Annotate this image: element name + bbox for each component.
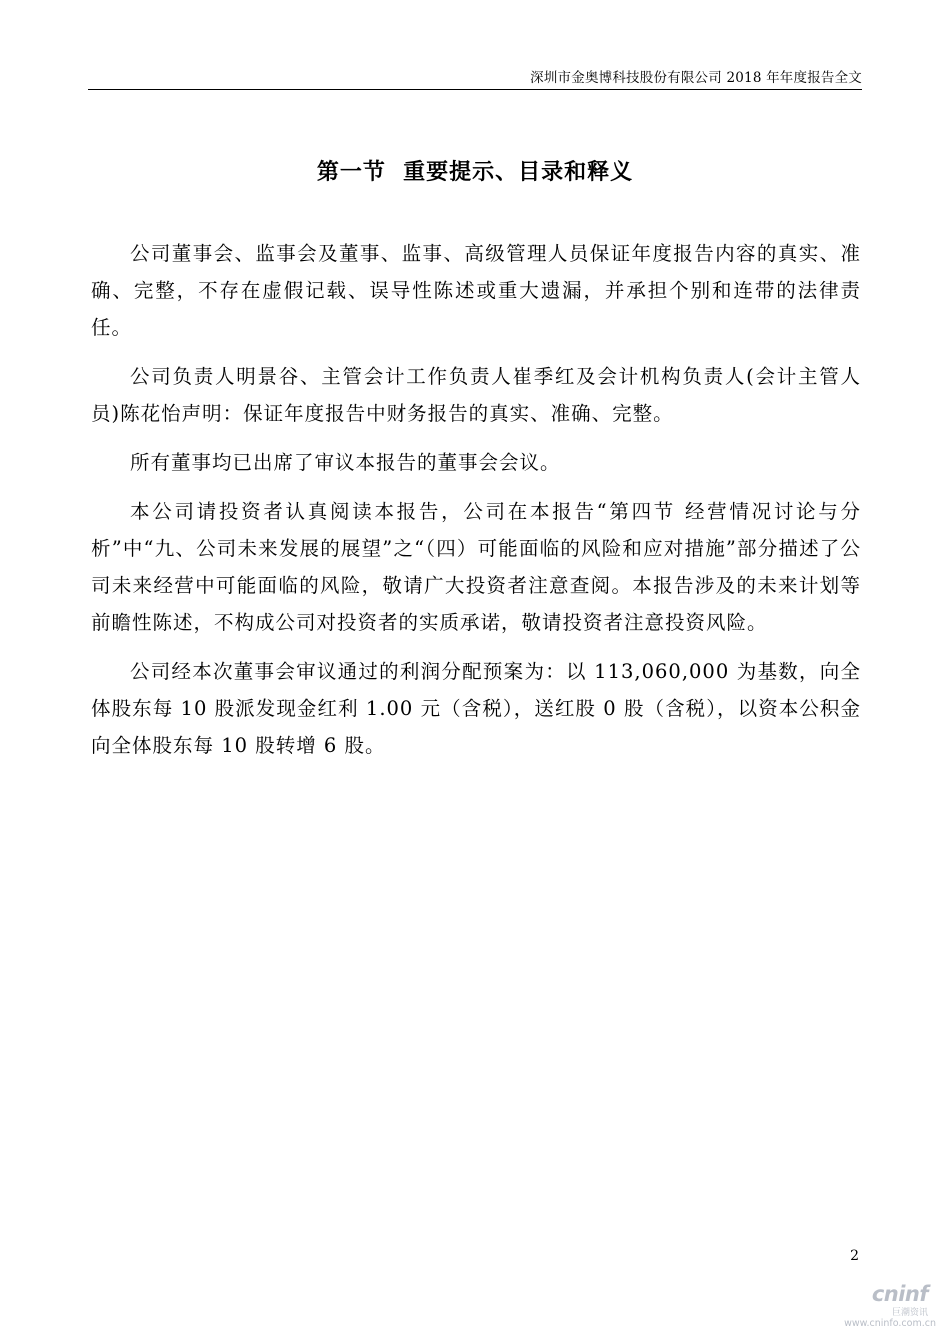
paragraph-directors-attendance: 所有董事均已出席了审议本报告的董事会会议。 <box>130 451 561 474</box>
cninfo-watermark <box>826 1282 936 1334</box>
cninfo-url: www.cninfo.com.cn <box>844 1318 936 1329</box>
section-title: 第一节 重要提示、目录和释义 <box>316 159 634 185</box>
report-header-title: 深圳市金奥博科技股份有限公司 2018 年年度报告全文 <box>530 70 862 86</box>
paragraph-board-guarantee: 公司董事会、监事会及董事、监事、高级管理人员保证年度报告内容的真实、准确、完整，不存在虚假记载、误导性陈述或重大遗漏，并承担个别和连带的法律责任。 <box>91 242 861 339</box>
paragraph-profit-distribution: 公司经本次董事会审议通过的利润分配预案为：以 113,060,000 为基数，向全体股东每 10 股派发现金红利 1.00 元（含税），送红股 0 股（含税），以资本公积金向全体股东每 10 股转增 6 股。 <box>91 660 861 757</box>
body-text <box>91 235 861 776</box>
page-number: 2 <box>850 1248 859 1264</box>
cninfo-subtitle: 巨潮资讯 <box>891 1308 928 1318</box>
header-divider <box>88 89 862 90</box>
cninfo-logo: cninf <box>871 1282 928 1306</box>
paragraph-risk-notice: 本公司请投资者认真阅读本报告，公司在本报告“第四节 经营情况讨论与分析”中“九、公司未来发展的展望”之“（四）可能面临的风险和应对措施”部分描述了公司未来经营中可能面临的风险，敬请广大投资者注意查阅。本报告涉及的未来计划等前瞻性陈述，不构成公司对投资者的实质承诺，敬请投资者注意投资风险。 <box>91 500 861 634</box>
paragraph-responsible-persons: 公司负责人明景谷、主管会计工作负责人崔季红及会计机构负责人(会计主管人员)陈花怡声明：保证年度报告中财务报告的真实、准确、完整。 <box>91 365 861 425</box>
